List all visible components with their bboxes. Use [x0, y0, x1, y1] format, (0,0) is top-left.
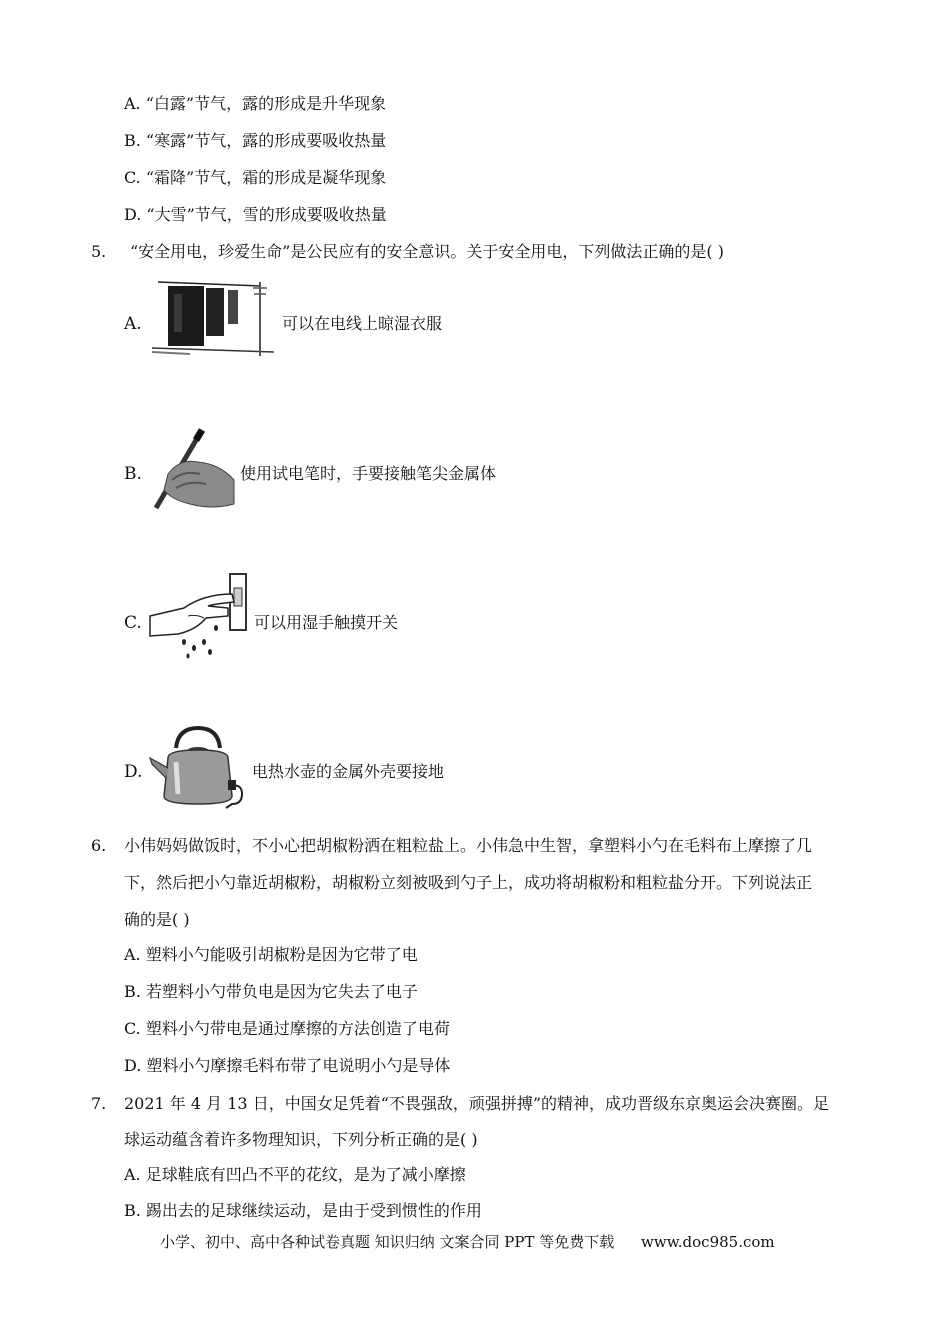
- q7-stem-line-1: 2021 年 4 月 13 日，中国女足凭着“不畏强敌，顽强拼搏”的精神，成功晋级东京奥运会决赛圈。足: [124, 1094, 830, 1113]
- q4-option-d: D. “大雪”节气，雪的形成要吸收热量: [124, 205, 387, 224]
- q4-option-a: A. “白露”节气，露的形成是升华现象: [124, 94, 387, 113]
- test-pen-hand-icon: [150, 424, 236, 512]
- footer-url[interactable]: www.doc985.com: [641, 1233, 775, 1251]
- footer-text: 小学、初中、高中各种试卷真题 知识归纳 文案合同 PPT 等免费下载: [160, 1233, 615, 1251]
- q5-option-b-letter: B.: [124, 464, 142, 484]
- q7-option-a: A. 足球鞋底有凹凸不平的花纹，是为了减小摩擦: [124, 1165, 466, 1184]
- q6-option-a: A. 塑料小勺能吸引胡椒粉是因为它带了电: [124, 945, 418, 964]
- q6-option-c: C. 塑料小勺带电是通过摩擦的方法创造了电荷: [124, 1019, 450, 1038]
- q5-option-d-letter: D.: [124, 762, 143, 782]
- q5-option-c-text: 可以用湿手触摸开关: [254, 613, 399, 632]
- q7-number: 7.: [91, 1094, 107, 1113]
- q7-stem-line-2: 球运动蕴含着许多物理知识，下列分析正确的是( ): [124, 1130, 478, 1149]
- q7-option-b: B. 踢出去的足球继续运动，是由于受到惯性的作用: [124, 1201, 482, 1220]
- q5-option-a-letter: A.: [124, 314, 142, 334]
- q4-option-c: C. “霜降”节气，霜的形成是凝华现象: [124, 168, 387, 187]
- q6-stem-line-1: 小伟妈妈做饭时，不小心把胡椒粉洒在粗粒盐上。小伟急中生智，拿塑料小勺在毛料布上摩擦了几: [124, 836, 813, 855]
- page-footer: [160, 1232, 775, 1252]
- q5-option-a-text: 可以在电线上晾湿衣服: [282, 314, 443, 333]
- wet-hand-switch-icon: [148, 572, 250, 660]
- q5-option-c-letter: C.: [124, 613, 142, 633]
- q5-option-b-text: 使用试电笔时，手要接触笔尖金属体: [240, 464, 497, 483]
- q5-stem: “安全用电，珍爱生命”是公民应有的安全意识。关于安全用电，下列做法正确的是( ): [130, 242, 724, 261]
- clothes-on-wire-icon: [150, 276, 275, 358]
- q6-stem-line-3: 确的是( ): [124, 910, 190, 929]
- q5-number: 5.: [91, 242, 107, 261]
- q6-stem-line-2: 下，然后把小勺靠近胡椒粉，胡椒粉立刻被吸到勺子上，成功将胡椒粉和粗粒盐分开。下列说法正: [124, 873, 813, 892]
- q4-option-b: B. “寒露”节气，露的形成要吸收热量: [124, 131, 387, 150]
- q5-option-d-text: 电热水壶的金属外壳要接地: [252, 762, 445, 781]
- q6-number: 6.: [91, 836, 107, 855]
- electric-kettle-icon: [148, 724, 248, 810]
- q6-option-b: B. 若塑料小勺带负电是因为它失去了电子: [124, 982, 418, 1001]
- q6-option-d: D. 塑料小勺摩擦毛料布带了电说明小勺是导体: [124, 1056, 451, 1075]
